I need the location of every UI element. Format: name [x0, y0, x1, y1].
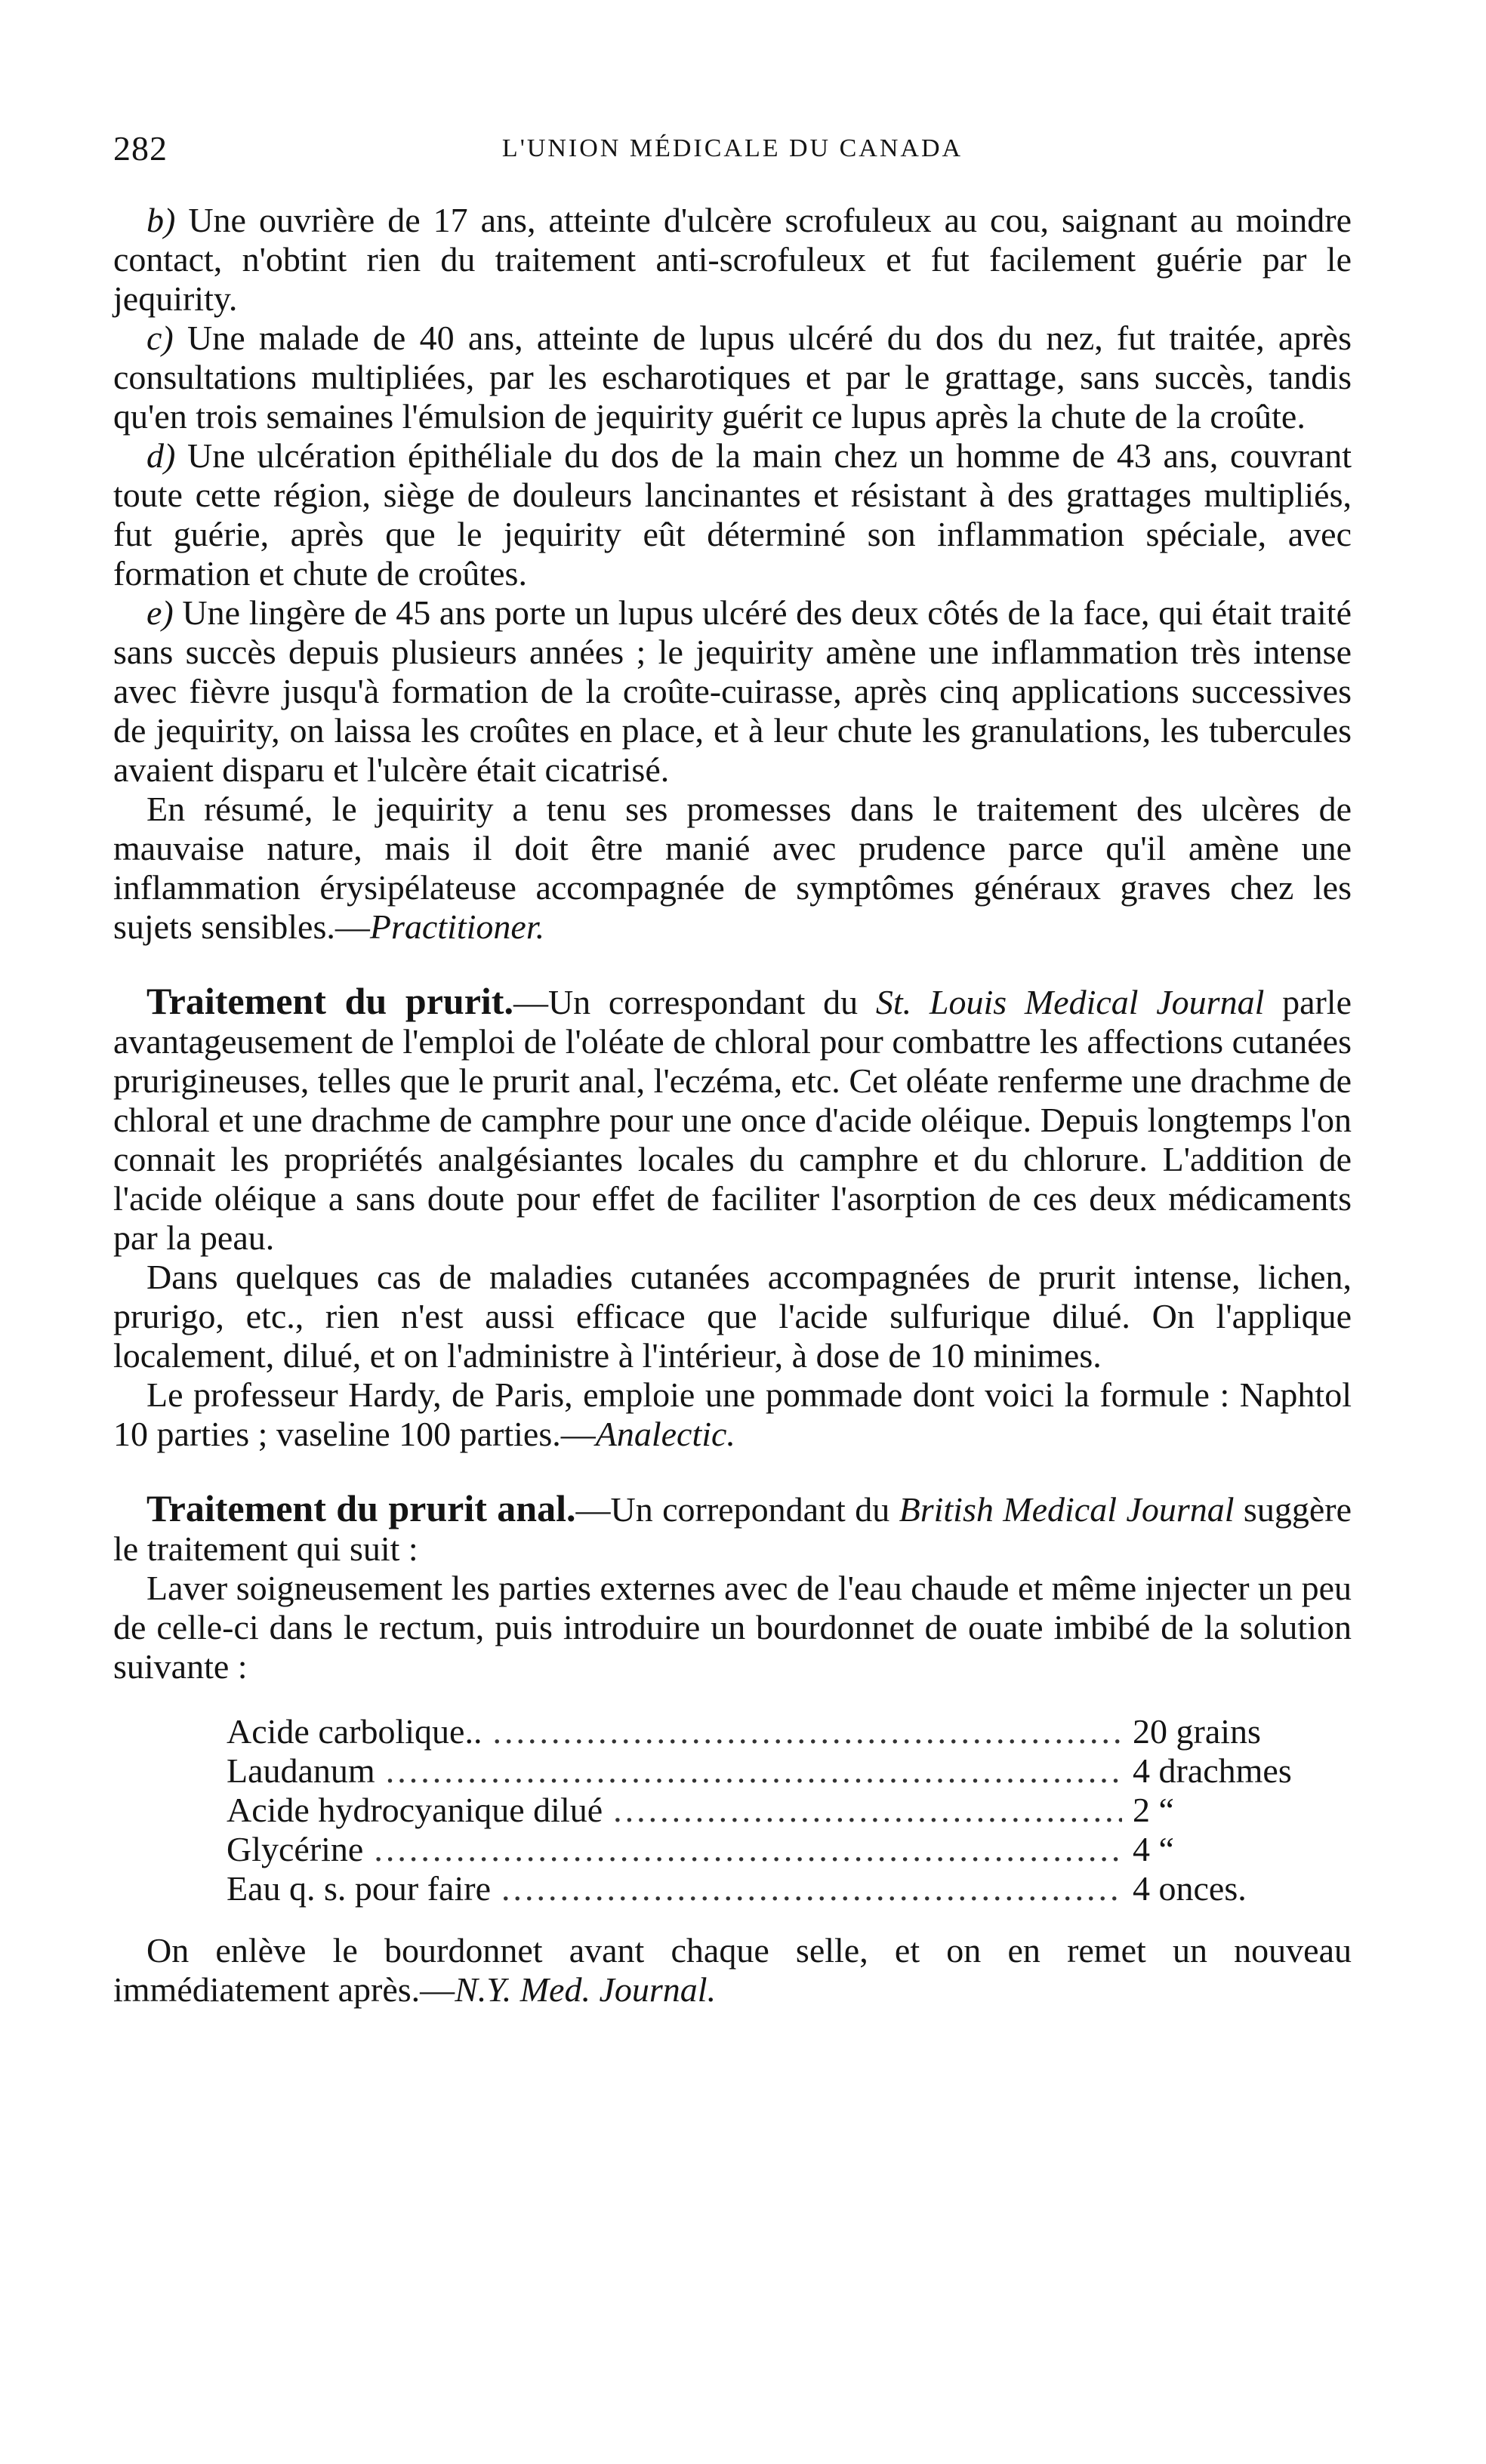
section-prurit-paragraph-2: Dans quelques cas de maladies cutanées accompagnées de prurit intense, lichen, prurigo, etc., rien n'est aussi efficace que l'acide sulfurique dilué. On l'applique localement, dilué, et on l'administre à l'intérieur, à dose de 10 minimes. [113, 1258, 1352, 1375]
intro-lead: —Un correspondant du [513, 983, 876, 1021]
ingredient-name: Glycérine [227, 1830, 364, 1868]
formula-row [227, 1869, 1359, 1908]
case-text: Une ulcération épithéliale du dos de la main chez un homme de 43 ans, couvrant toute cette région, siège de douleurs lancinantes et résistant à des grattages multipliés, fut guérie, après que le jequirity eût déterminé son inflammation spéciale, avec formation et chute de croûtes. [113, 436, 1352, 593]
case-marker: c) [146, 319, 174, 357]
case-text: Une lingère de 45 ans porte un lupus ulcéré des deux côtés de la face, qui était traité sans succès depuis plusieurs années ; le jequirity amène une inflammation très intense avec fièvre jusqu'à formation de la croûte-cuirasse, après cinq applications successives de jequirity, on laissa les croûtes en place, et à leur chute les granulations, les tubercules avaient disparu et l'ulcère était cicatrisé. [113, 593, 1352, 789]
leader-dots [374, 1830, 1122, 1869]
case-text: Une ouvrière de 17 ans, atteinte d'ulcère scrofuleux au cou, saignant au moindre contact, n'obtint rien du traitement anti-scrofuleux et fut facilement guérie par le jequirity. [113, 201, 1352, 318]
paragraph-text: On enlève le bourdonnet avant chaque selle, et on en remet un nouveau immédiatement après.— [113, 1931, 1352, 2009]
ingredient-quantity: 4 onces. [1133, 1869, 1247, 1908]
case-b-paragraph [113, 201, 1352, 319]
section-anal-paragraph-3 [113, 1931, 1352, 2010]
case-d-paragraph [113, 436, 1352, 593]
summary-source: Practitioner. [369, 907, 545, 946]
ingredient-quantity: 4 drachmes [1133, 1751, 1292, 1790]
journal-name: British Medical Journal [899, 1490, 1235, 1529]
case-c-paragraph [113, 319, 1352, 436]
intro-rest: parle avantageusement de l'emploi de l'oléate de chloral pour combattre les affections cutanées prurigineuses, telles que le prurit anal, l'eczéma, etc. Cet oléate renferme une drachme de chloral et une drachme de camphre pour une once d'acide oléique. Depuis longtemps l'on connait les propriétés analgésiantes locales du camphre et du chlorure. L'addition de l'acide oléique a sans doute pour effet de faciliter l'asorption de ces deux médicaments par la peau. [113, 983, 1352, 1257]
page-number: 282 [113, 129, 168, 168]
case-marker: e) [146, 593, 174, 632]
journal-name: St. Louis Medical Journal [875, 983, 1265, 1021]
document-page [113, 128, 1352, 2010]
intro-rest: suggère le traitement qui suit : [113, 1490, 1352, 1568]
formula-row [227, 1712, 1359, 1751]
ingredient-quantity: 2 “ [1133, 1791, 1174, 1829]
summary-paragraph [113, 790, 1352, 947]
formula-table [227, 1712, 1359, 1908]
section-prurit-paragraph-3 [113, 1375, 1352, 1454]
leader-dots [501, 1869, 1122, 1908]
ingredient-quantity: 20 grains [1133, 1712, 1261, 1751]
section-anal-paragraph-2: Laver soigneusement les parties externes avec de l'eau chaude et même injecter un peu de celle-ci dans le rectum, puis introduire un bourdonnet de ouate imbibé de la solution suivante : [113, 1569, 1352, 1686]
intro-lead: —Un correpondant du [575, 1490, 899, 1529]
section-anal-intro [113, 1489, 1352, 1569]
leader-dots [386, 1751, 1122, 1791]
section-prurit [113, 981, 1352, 1454]
page-header [113, 128, 1352, 174]
case-e-paragraph [113, 593, 1352, 790]
section-prurit-anal [113, 1489, 1352, 2010]
running-head: L'UNION MÉDICALE DU CANADA [501, 134, 963, 162]
case-marker: b) [146, 201, 176, 239]
paragraph-text: Le professeur Hardy, de Paris, emploie une pommade dont voici la formule : Naphtol 10 parties ; vaseline 100 parties.— [113, 1375, 1352, 1453]
ingredient-name: Laudanum [227, 1751, 375, 1790]
case-text: Une malade de 40 ans, atteinte de lupus ulcéré du dos du nez, fut traitée, après consultations multipliées, par les escharotiques et par le grattage, sans succès, tandis qu'en trois semaines l'émulsion de jequirity guérit ce lupus après la chute de la croûte. [113, 319, 1352, 436]
formula-row [227, 1791, 1359, 1830]
leader-dots [492, 1712, 1122, 1751]
ingredient-name: Acide hydrocyanique dilué [227, 1791, 603, 1829]
formula-row [227, 1830, 1359, 1869]
section-prurit-intro [113, 981, 1352, 1258]
source-citation: N.Y. Med. Journal. [455, 1970, 717, 2009]
summary-text: En résumé, le jequirity a tenu ses promesses dans le traitement des ulcères de mauvaise nature, mais il doit être manié avec prudence parce qu'il amène une inflammation érysipélateuse accompagnée de symptômes généraux graves chez les sujets sensibles.— [113, 790, 1352, 946]
section-title: Traitement du prurit. [146, 980, 513, 1022]
formula-row [227, 1751, 1359, 1791]
section-title: Traitement du prurit anal. [146, 1487, 576, 1529]
case-marker: d) [146, 436, 176, 475]
source-citation: Analectic. [595, 1415, 735, 1453]
ingredient-quantity: 4 “ [1133, 1830, 1174, 1868]
leader-dots [613, 1791, 1122, 1830]
ingredient-name: Eau q. s. pour faire [227, 1869, 491, 1908]
ingredient-name: Acide carbolique.. [227, 1712, 482, 1751]
